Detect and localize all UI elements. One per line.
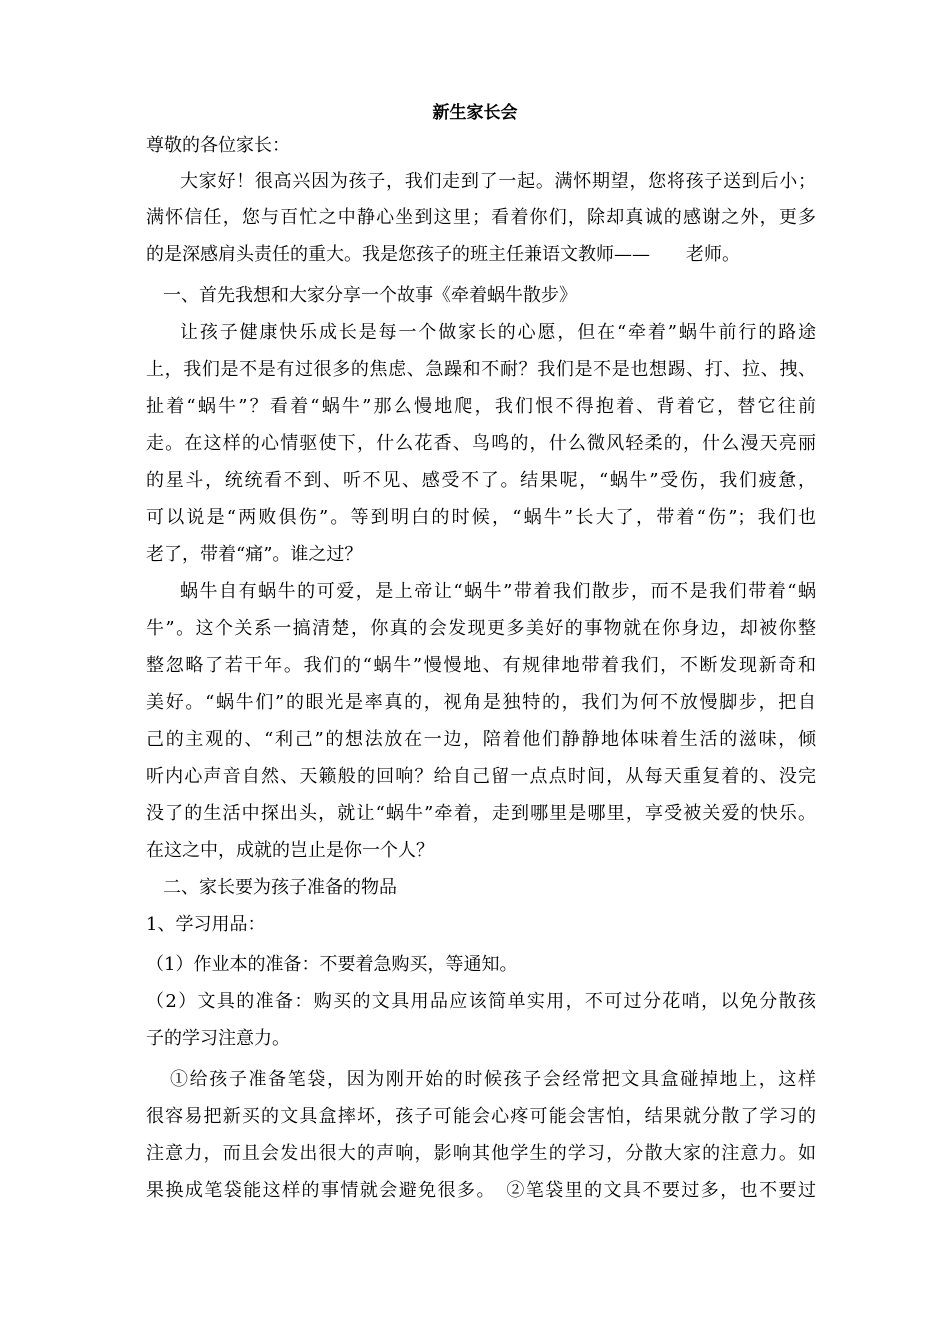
paragraph-line: 很容易把新买的文具盒摔坏，孩子可能会心疼可能会害怕，结果就分散了学习的	[146, 1106, 816, 1127]
paragraph-line: 的星斗，统统看不到、听不见、感受不了。结果呢，“蜗牛”受伤，我们疲惫，	[146, 470, 816, 491]
paragraph-line: 己的主观的、“利己”的想法放在一边，陪着他们静静地体味着生活的滋味，倾	[146, 729, 816, 750]
paragraph-line: 可以说是“两败俱伤”。等到明白的时候，“蜗牛”长大了，带着“伤”；我们也	[146, 507, 816, 528]
subsection-heading: 1、学习用品：	[146, 914, 266, 935]
paragraph-line: 满怀信任，您与百忙之中静心坐到这里；看着你们，除却真诚的感谢之外，更多	[146, 207, 816, 228]
paragraph-line: 在这之中，成就的岂止是你一个人？	[146, 840, 434, 861]
paragraph-line: 扯着“蜗牛”？看着“蜗牛”那么慢地爬，我们恨不得抱着、背着它，替它往前	[146, 396, 816, 417]
paragraph-line: 没了的生活中探出头，就让“蜗牛”牵着，走到哪里是哪里，享受被关爱的快乐。	[146, 803, 816, 824]
paragraph-line: 大家好！很高兴因为孩子，我们走到了一起。满怀期望，您将孩子送到后小；	[180, 171, 816, 192]
section-heading: 二、家长要为孩子准备的物品	[163, 877, 397, 898]
paragraph-line: 整忽略了若干年。我们的“蜗牛”慢慢地、有规律地带着我们，不断发现新奇和	[146, 655, 816, 676]
section-heading: 一、首先我想和大家分享一个故事《牵着蜗牛散步》	[163, 285, 577, 306]
paragraph-line: 美好。“蜗牛们”的眼光是率真的，视角是独特的，我们为何不放慢脚步，把自	[146, 692, 816, 713]
paragraph-line: 的是深感肩头责任的重大。我是您孩子的班主任兼语文教师—— 老师。	[146, 244, 740, 265]
document-title: 新生家长会	[432, 103, 518, 123]
paragraph-line: 果换成笔袋能这样的事情就会避免很多。 ②笔袋里的文具不要过多，也不要过	[146, 1180, 816, 1201]
paragraph-line: 注意力，而且会发出很大的声响，影响其他学生的学习，分散大家的注意力。如	[146, 1143, 816, 1164]
paragraph-line: 老了，带着“痛”。谁之过？	[146, 544, 363, 565]
paragraph-line: 上，我们是不是有过很多的焦虑、急躁和不耐？我们是不是也想踢、打、拉、拽、	[146, 359, 816, 380]
list-item: 子的学习注意力。	[146, 1028, 290, 1049]
paragraph-line: ①给孩子准备笔袋，因为刚开始的时候孩子会经常把文具盒碰掉地上，这样	[170, 1069, 816, 1090]
paragraph-line: 牛”。这个关系一搞清楚，你真的会发现更多美好的事物就在你身边，却被你整	[146, 618, 816, 639]
salutation: 尊敬的各位家长：	[146, 135, 290, 156]
list-item: （1）作业本的准备：不要着急购买，等通知。	[146, 954, 518, 975]
paragraph-line: 听内心声音自然、天籁般的回响？给自己留一点点时间，从每天重复着的、没完	[146, 766, 816, 787]
paragraph-line: 蜗牛自有蜗牛的可爱，是上帝让“蜗牛”带着我们散步，而不是我们带着“蜗	[180, 581, 816, 602]
paragraph-line: 走。在这样的心情驱使下，什么花香、鸟鸣的，什么微风轻柔的，什么漫天亮丽	[146, 433, 816, 454]
paragraph-line: 让孩子健康快乐成长是每一个做家长的心愿，但在“牵着”蜗牛前行的路途	[180, 322, 816, 343]
list-item: （2）文具的准备：购买的文具用品应该简单实用，不可过分花哨，以免分散孩	[146, 991, 816, 1012]
